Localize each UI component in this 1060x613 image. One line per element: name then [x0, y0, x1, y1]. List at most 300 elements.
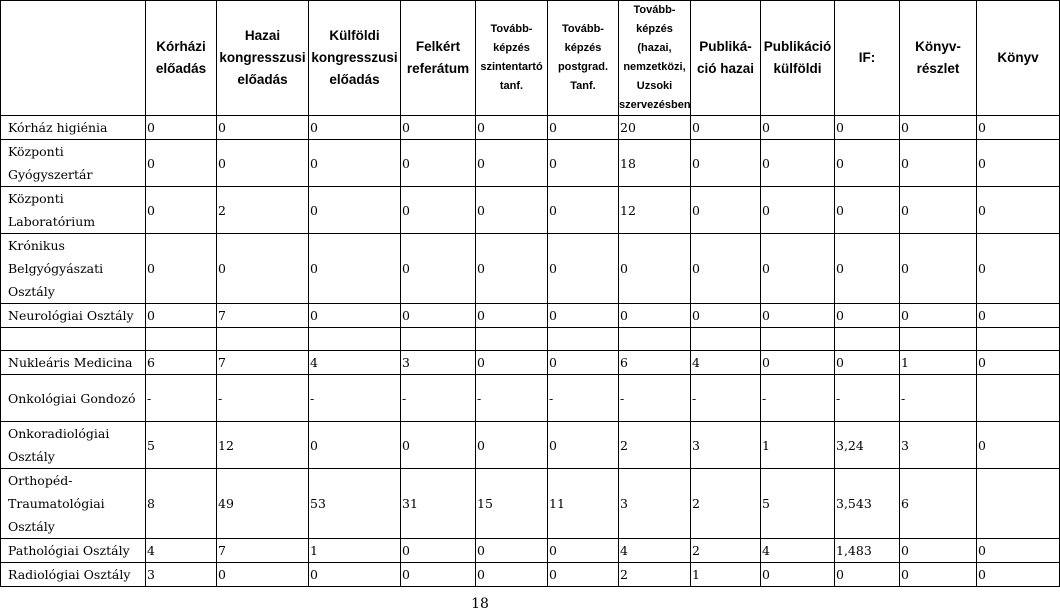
table-cell: [691, 469, 761, 539]
table-cell: [691, 351, 761, 375]
table-cell: [217, 187, 309, 234]
table-cell: [309, 140, 401, 187]
table-cell: [900, 539, 977, 563]
table-cell: [761, 328, 835, 351]
cell-value: 0: [402, 567, 410, 582]
header-if: IF:: [835, 1, 900, 116]
table-cell: [761, 351, 835, 375]
table-row: [1, 304, 1060, 328]
table-cell: [900, 328, 977, 351]
cell-value: 49: [218, 496, 234, 511]
table-cell: [548, 351, 619, 375]
table-cell: [619, 422, 691, 469]
table-cell: [835, 187, 900, 234]
cell-value: 0: [402, 543, 410, 558]
cell-value: 0: [402, 155, 410, 171]
cell-value: 4: [147, 543, 155, 558]
table-cell: [476, 375, 548, 422]
cell-value: 0: [901, 543, 909, 558]
table-cell: [619, 304, 691, 328]
cell-value: 0: [549, 437, 557, 453]
cell-value: 1: [692, 567, 700, 582]
table-cell: [401, 375, 476, 422]
cell-value: 3: [402, 355, 410, 370]
cell-value: 31: [402, 496, 418, 511]
header-konyv: Könyv: [977, 1, 1060, 116]
table-cell: [619, 328, 691, 351]
table-cell: [691, 422, 761, 469]
table-cell: [900, 116, 977, 140]
header-konyvreszlet: Könyv-részlet: [900, 1, 977, 116]
cell-value: 0: [402, 308, 410, 323]
header-row: [1, 1, 1060, 116]
cell-value: 0: [549, 261, 557, 276]
cell-value: 0: [978, 437, 986, 453]
table-cell: [309, 116, 401, 140]
cell-value: 0: [978, 543, 986, 558]
table-cell: [619, 563, 691, 587]
table-cell: [761, 563, 835, 587]
header-corner: [1, 1, 146, 116]
table-cell: [548, 234, 619, 304]
table-cell: [476, 563, 548, 587]
cell-value: 0: [218, 155, 226, 171]
cell-value: 0: [402, 120, 410, 135]
table-cell: [835, 375, 900, 422]
table-cell: [548, 563, 619, 587]
cell-value: 3: [147, 567, 155, 582]
table-cell: [217, 140, 309, 187]
cell-value: 0: [477, 567, 485, 582]
cell-value: 2: [692, 496, 700, 511]
table-cell: [900, 234, 977, 304]
cell-value: -: [549, 390, 554, 406]
table-cell: [761, 469, 835, 539]
cell-value: 53: [310, 496, 326, 511]
cell-value: 0: [310, 437, 318, 453]
cell-value: 12: [620, 202, 636, 218]
table-cell: [476, 140, 548, 187]
table-cell: [146, 422, 217, 469]
cell-value: 2: [692, 543, 700, 558]
cell-value: 0: [147, 155, 155, 171]
table-cell: [900, 375, 977, 422]
table-cell: [761, 304, 835, 328]
row-label: Orthopéd-Traumatológiai Osztály: [1, 469, 146, 539]
cell-value: 0: [477, 543, 485, 558]
table-cell: [835, 234, 900, 304]
cell-value: 0: [218, 120, 226, 135]
table-row: [1, 375, 1060, 422]
table-cell: [476, 116, 548, 140]
table-cell: [977, 140, 1060, 187]
cell-value: 4: [762, 543, 770, 558]
cell-value: 3: [901, 437, 909, 453]
cell-value: -: [310, 390, 315, 406]
row-label: Neurológiai Osztály: [1, 304, 146, 328]
table-cell: [900, 140, 977, 187]
row-label: Pathológiai Osztály: [1, 539, 146, 563]
header-hazai-kongresszusi: Hazai kongresszusi előadás: [217, 1, 309, 116]
cell-value: 0: [477, 308, 485, 323]
cell-value: -: [620, 390, 625, 406]
table-cell: [217, 469, 309, 539]
table-cell: [691, 328, 761, 351]
cell-value: 0: [692, 202, 700, 218]
table-cell: [548, 187, 619, 234]
cell-value: 8: [147, 496, 155, 511]
cell-value: -: [402, 390, 407, 406]
table-cell: [691, 375, 761, 422]
cell-value: 0: [692, 120, 700, 135]
row-label: Onkoradiológiai Osztály: [1, 422, 146, 469]
table-cell: [835, 328, 900, 351]
cell-value: 4: [310, 355, 318, 370]
cell-value: 0: [310, 202, 318, 218]
table-cell: [309, 234, 401, 304]
header-szintentarto: Tovább-képzés szintentartó tanf.: [476, 1, 548, 116]
table-cell: [476, 234, 548, 304]
cell-value: -: [218, 390, 223, 406]
table-row: [1, 351, 1060, 375]
table-cell: [146, 375, 217, 422]
table-cell: [761, 539, 835, 563]
cell-value: 0: [477, 261, 485, 276]
header-postgrad: Tovább-képzés postgrad. Tanf.: [548, 1, 619, 116]
cell-value: 0: [147, 308, 155, 323]
cell-value: 0: [310, 567, 318, 582]
cell-value: 0: [549, 202, 557, 218]
table-cell: [309, 469, 401, 539]
table-cell: [548, 469, 619, 539]
table-cell: [900, 563, 977, 587]
table-cell: [691, 187, 761, 234]
cell-value: 0: [477, 437, 485, 453]
cell-value: 0: [310, 120, 318, 135]
row-label: Krónikus Belgyógyászati Osztály: [1, 234, 146, 304]
table-row: [1, 469, 1060, 539]
table-cell: [309, 304, 401, 328]
table-cell: [401, 304, 476, 328]
table-cell: [401, 469, 476, 539]
table-cell: [977, 116, 1060, 140]
cell-value: 0: [549, 308, 557, 323]
table-cell: [217, 375, 309, 422]
table-cell: [977, 304, 1060, 328]
cell-value: 1: [310, 543, 318, 558]
table-cell: [401, 328, 476, 351]
header-kulfoldi-kongresszusi: Külföldi kongresszusi előadás: [309, 1, 401, 116]
table-cell: [401, 563, 476, 587]
row-label: Központi Laboratórium: [1, 187, 146, 234]
table-cell: [835, 140, 900, 187]
cell-value: 2: [620, 437, 628, 453]
header-uzsoki-szervezes: Tovább-képzés (hazai, nemzetközi, Uzsoki szervezésben: [619, 1, 691, 116]
cell-value: 0: [836, 355, 844, 370]
blank-row: [1, 328, 1060, 351]
table-cell: [619, 539, 691, 563]
cell-value: 15: [477, 496, 493, 511]
table-cell: [146, 328, 217, 351]
cell-value: 0: [836, 120, 844, 135]
table-cell: [619, 469, 691, 539]
table-cell: [309, 351, 401, 375]
cell-value: 7: [218, 355, 226, 370]
cell-value: -: [692, 390, 697, 406]
cell-value: 0: [762, 355, 770, 370]
cell-value: 0: [147, 120, 155, 135]
cell-value: 0: [218, 261, 226, 276]
table-cell: [476, 469, 548, 539]
cell-value: -: [836, 390, 841, 406]
table-cell: [217, 234, 309, 304]
cell-value: 3: [692, 437, 700, 453]
cell-value: 0: [978, 155, 986, 171]
table-cell: [476, 328, 548, 351]
table-cell: [146, 539, 217, 563]
table-cell: [476, 187, 548, 234]
table-cell: [835, 116, 900, 140]
table-row: [1, 140, 1060, 187]
table-cell: [146, 234, 217, 304]
cell-value: 0: [477, 120, 485, 135]
table-cell: [146, 469, 217, 539]
table-cell: [761, 375, 835, 422]
page-number: 18: [471, 596, 489, 612]
header-publikacio-hazai: Publiká-ció hazai: [691, 1, 761, 116]
table-cell: [217, 328, 309, 351]
table-cell: [977, 563, 1060, 587]
table-cell: [476, 422, 548, 469]
cell-value: 0: [836, 567, 844, 582]
table-cell: [217, 563, 309, 587]
cell-value: 0: [762, 567, 770, 582]
table-cell: [977, 351, 1060, 375]
table-cell: [476, 351, 548, 375]
cell-value: 0: [549, 567, 557, 582]
table-cell: [146, 187, 217, 234]
cell-value: 0: [549, 120, 557, 135]
row-label: [1, 328, 146, 351]
cell-value: 6: [147, 355, 155, 370]
cell-value: 0: [901, 308, 909, 323]
table-cell: [217, 116, 309, 140]
cell-value: 2: [218, 202, 226, 218]
cell-value: 0: [477, 155, 485, 171]
cell-value: 0: [762, 202, 770, 218]
cell-value: 0: [836, 261, 844, 276]
cell-value: 1: [901, 355, 909, 370]
cell-value: 7: [218, 308, 226, 323]
table-cell: [548, 539, 619, 563]
cell-value: 7: [218, 543, 226, 558]
table-cell: [977, 375, 1060, 422]
table-row: [1, 563, 1060, 587]
row-label: Radiológiai Osztály: [1, 563, 146, 587]
cell-value: 2: [620, 567, 628, 582]
cell-value: 3,543: [836, 496, 872, 511]
cell-value: 0: [310, 261, 318, 276]
table-cell: [619, 375, 691, 422]
table-cell: [309, 539, 401, 563]
table-cell: [977, 234, 1060, 304]
table-row: [1, 116, 1060, 140]
cell-value: 5: [762, 496, 770, 511]
table-cell: [900, 469, 977, 539]
table-cell: [401, 539, 476, 563]
table-cell: [217, 351, 309, 375]
cell-value: -: [477, 390, 482, 406]
table-cell: [548, 328, 619, 351]
table-cell: [761, 234, 835, 304]
cell-value: 0: [836, 155, 844, 171]
table-cell: [977, 539, 1060, 563]
row-label: Onkológiai Gondozó: [1, 375, 146, 422]
cell-value: 3,24: [836, 437, 864, 453]
cell-value: 0: [477, 202, 485, 218]
table-cell: [217, 422, 309, 469]
cell-value: 0: [692, 308, 700, 323]
cell-value: -: [762, 390, 767, 406]
table-cell: [146, 140, 217, 187]
cell-value: 20: [620, 120, 636, 135]
table-row: [1, 187, 1060, 234]
cell-value: 0: [762, 261, 770, 276]
cell-value: 0: [901, 202, 909, 218]
cell-value: 0: [978, 567, 986, 582]
table-cell: [309, 187, 401, 234]
header-korhazi-eloadas: Kórházi előadás: [146, 1, 217, 116]
cell-value: 0: [402, 437, 410, 453]
table-cell: [401, 116, 476, 140]
table-cell: [691, 563, 761, 587]
cell-value: 0: [762, 155, 770, 171]
table-cell: [900, 187, 977, 234]
cell-value: 0: [978, 355, 986, 370]
cell-value: 0: [692, 155, 700, 171]
table-cell: [977, 328, 1060, 351]
table-cell: [619, 116, 691, 140]
cell-value: 0: [901, 155, 909, 171]
cell-value: 6: [901, 496, 909, 511]
table-cell: [761, 187, 835, 234]
table-cell: [217, 304, 309, 328]
table-cell: [977, 187, 1060, 234]
table-cell: [900, 304, 977, 328]
cell-value: 12: [218, 437, 234, 453]
cell-value: 1: [762, 437, 770, 453]
row-label: Kórház higiénia: [1, 116, 146, 140]
table-cell: [691, 539, 761, 563]
cell-value: 0: [402, 261, 410, 276]
row-label: Nukleáris Medicina: [1, 351, 146, 375]
header-felkert-referatum: Felkért referátum: [401, 1, 476, 116]
table-cell: [401, 351, 476, 375]
table-cell: [309, 563, 401, 587]
cell-value: 0: [762, 308, 770, 323]
table-cell: [835, 539, 900, 563]
table-cell: [548, 375, 619, 422]
cell-value: 0: [549, 155, 557, 171]
table-cell: [691, 234, 761, 304]
table-cell: [835, 563, 900, 587]
table-cell: [691, 116, 761, 140]
cell-value: 0: [147, 202, 155, 218]
cell-value: 0: [310, 155, 318, 171]
cell-value: 0: [692, 261, 700, 276]
cell-value: 0: [836, 202, 844, 218]
cell-value: 0: [762, 120, 770, 135]
header-publikacio-kulfoldi: Publikáció külföldi: [761, 1, 835, 116]
table-cell: [619, 187, 691, 234]
table-row: [1, 539, 1060, 563]
cell-value: 0: [836, 308, 844, 323]
table-cell: [309, 375, 401, 422]
cell-value: 0: [978, 120, 986, 135]
table-cell: [835, 351, 900, 375]
table-cell: [548, 140, 619, 187]
table-cell: [835, 469, 900, 539]
table-cell: [691, 140, 761, 187]
cell-value: 0: [218, 567, 226, 582]
table-cell: [548, 422, 619, 469]
table-cell: [761, 140, 835, 187]
table-cell: [548, 116, 619, 140]
table-cell: [146, 116, 217, 140]
table-cell: [476, 304, 548, 328]
table-cell: [309, 422, 401, 469]
cell-value: 4: [692, 355, 700, 370]
table-cell: [146, 563, 217, 587]
cell-value: 0: [901, 567, 909, 582]
cell-value: 0: [477, 355, 485, 370]
table-cell: [217, 539, 309, 563]
table-body: [1, 116, 1060, 587]
cell-value: 1,483: [836, 543, 872, 558]
cell-value: 0: [402, 202, 410, 218]
table-row: [1, 422, 1060, 469]
cell-value: 3: [620, 496, 628, 511]
table-cell: [691, 304, 761, 328]
table-cell: [146, 304, 217, 328]
table-cell: [900, 351, 977, 375]
cell-value: 0: [620, 261, 628, 276]
cell-value: 0: [147, 261, 155, 276]
cell-value: -: [901, 390, 906, 406]
row-label: Központi Gyógyszertár: [1, 140, 146, 187]
cell-value: 4: [620, 543, 628, 558]
table-cell: [146, 351, 217, 375]
table-cell: [401, 140, 476, 187]
table-row: [1, 234, 1060, 304]
table-cell: [619, 140, 691, 187]
cell-value: 0: [901, 261, 909, 276]
table-cell: [835, 304, 900, 328]
table-cell: [476, 539, 548, 563]
cell-value: 0: [620, 308, 628, 323]
table-cell: [761, 116, 835, 140]
cell-value: 0: [978, 202, 986, 218]
cell-value: 0: [549, 355, 557, 370]
table-cell: [619, 234, 691, 304]
table-cell: [401, 187, 476, 234]
table-cell: [401, 234, 476, 304]
table-cell: [761, 422, 835, 469]
table-cell: [900, 422, 977, 469]
cell-value: 0: [978, 261, 986, 276]
table-cell: [977, 422, 1060, 469]
cell-value: -: [147, 390, 152, 406]
